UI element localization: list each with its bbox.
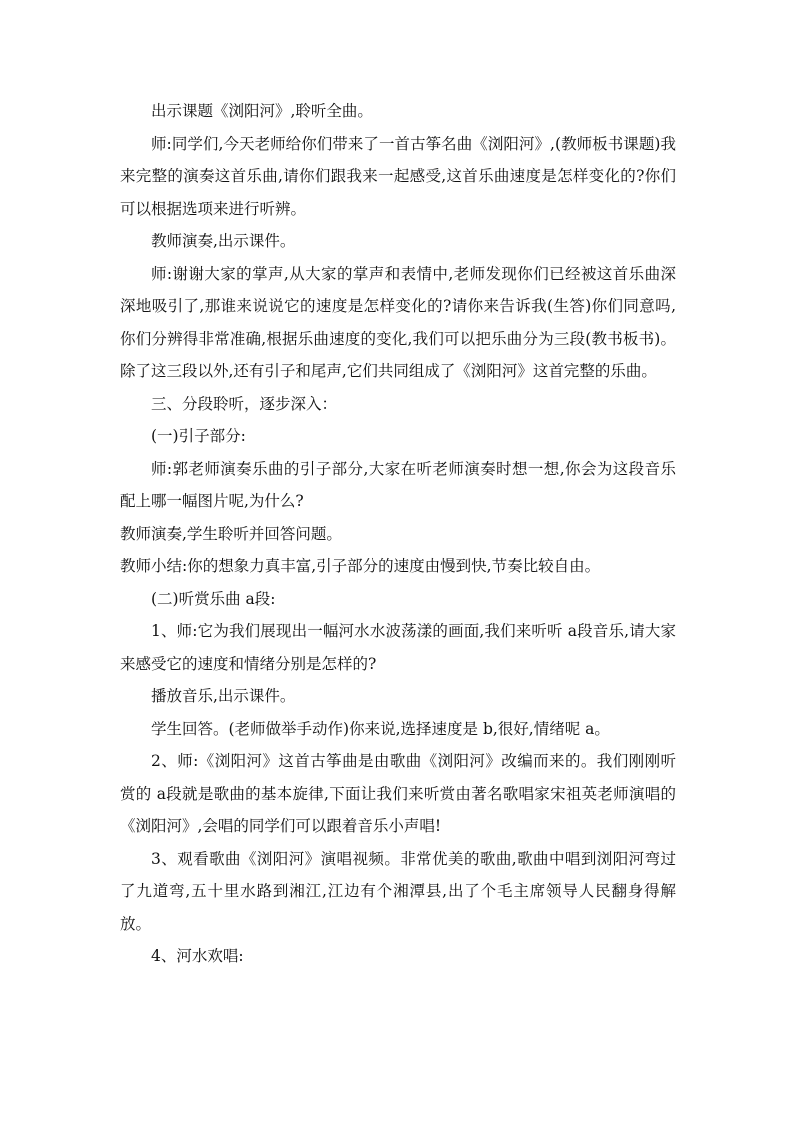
paragraph-play-music: 播放音乐,出示课件。 [151,687,296,705]
paragraph-item-3: 3、观看歌曲《浏阳河》演唱视频。非常优美的歌曲,歌曲中唱到浏阳河弯过了九道弯,五十里水路到湘江,江边有个湘潭县,出了个毛主席领导人民翻身得解放。 [120,849,676,933]
section-heading-three: 三、分段聆听，逐步深入： [151,394,338,413]
paragraph-item-4: 4、河水欢唱: [151,947,244,965]
paragraph-item-2: 2、师:《浏阳河》这首古筝曲是由歌曲《浏阳河》改编而来的。我们刚刚听赏的 a段就是歌曲的基本旋律,下面让我们来听赏由著名歌唱家宋祖英老师演唱的《浏阳河》,会唱的同学们可以跟着音乐小声唱! [120,752,676,835]
paragraph-teacher-performs: 教师演奏,出示课件。 [151,232,296,250]
paragraph-teacher-summary: 教师小结:你的想象力真丰富,引子部分的速度由慢到快,节奏比较自由。 [120,557,601,575]
paragraph-students-answer: 教师演奏,学生聆听并回答问题。 [120,524,342,543]
paragraph-intro-question: 师:郭老师演奏乐曲的引子部分,大家在听老师演奏时想一想,你会为这段音乐配上哪一幅图片呢,为什么? [120,459,676,510]
paragraph-item-1: 1、师:它为我们展现出一幅河水水波荡漾的画面,我们来听听 a段音乐,请大家来感受它的速度和情绪分别是怎样的? [120,622,676,673]
paragraph-student-reply: 学生回答。(老师做举手动作)你来说,选择速度是 b,很好,情绪呢 a。 [151,719,610,738]
paragraph-teacher-thanks: 师:谢谢大家的掌声,从大家的掌声和表情中,老师发现你们已经被这首乐曲深深地吸引了,那谁来说说它的速度是怎样变化的?请你来告诉我(生答)你们同意吗,你们分辨得非常准确,根据乐曲速度的变化,我们可以把乐曲分为三段(教书板书)。除了这三段以外,还有引子和尾声,它们共同组成了《浏阳河》这首完整的乐曲。 [120,264,676,380]
paragraph-teacher-intro: 师:同学们,今天老师给你们带来了一首古筝名曲《浏阳河》,(教师板书课题)我来完整的演奏这首乐曲,请你们跟我来一起感受,这首乐曲速度是怎样变化的?你们可以根据选项来进行听辨。 [120,134,676,218]
document-body [120,95,676,973]
subheading-intro-part: (一)引子部分: [151,427,246,445]
subheading-section-a: (二)听赏乐曲 a段: [151,589,276,608]
paragraph-show-title: 出示课题《浏阳河》,聆听全曲。 [151,102,373,120]
